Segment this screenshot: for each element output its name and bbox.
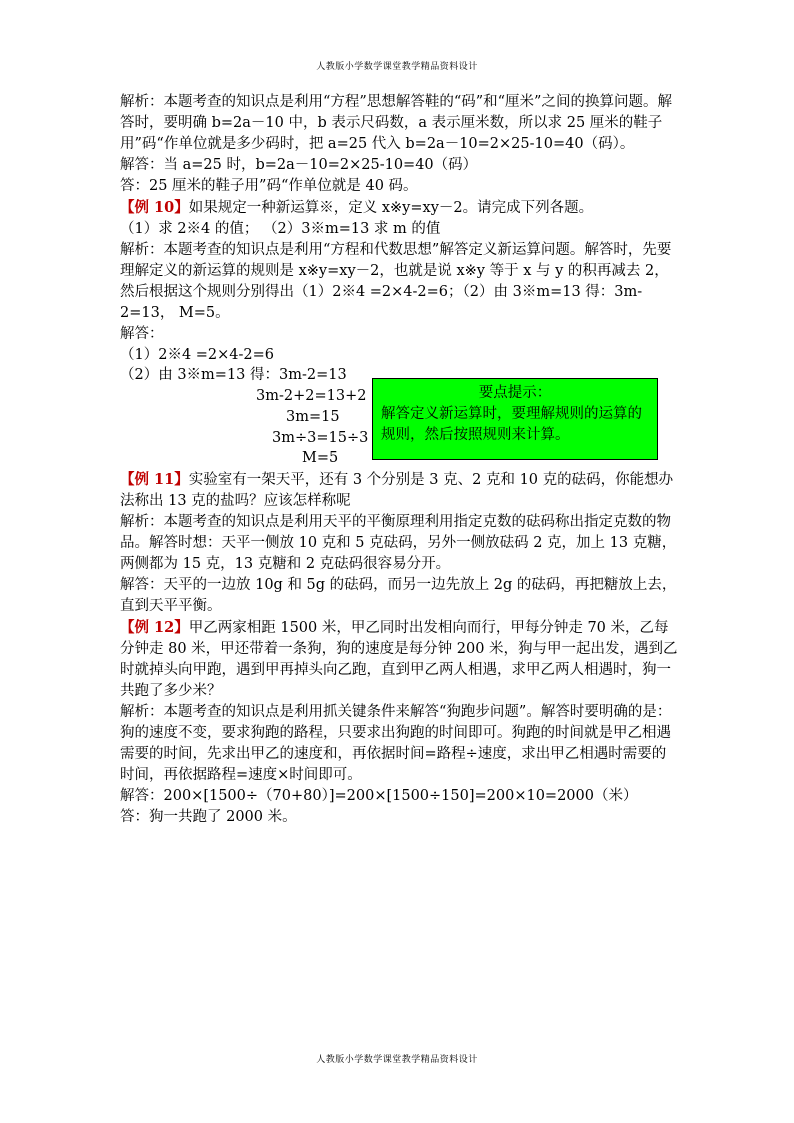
step-line: 3m÷3=15÷3 bbox=[272, 430, 369, 446]
ex10-statement bbox=[120, 197, 680, 219]
ex11-text: 实验室有一架天平，还有 3 个分别是 3 克、2 克和 10 克的砝码，你能想办法称出 13 克的盐吗？应该怎样称呢 bbox=[120, 472, 674, 509]
ex9-solution: 解答：当 a=25 时，b=2a－10=2×25-10=40（码） bbox=[120, 157, 478, 173]
ex10-label: 【例 10】 bbox=[120, 199, 189, 216]
ex12-solution: 解答：200×[1500÷（70+80）]=200×[1500÷150]=200×10=2000（米） bbox=[120, 788, 638, 804]
ex10-answer-label: 解答： bbox=[120, 326, 164, 342]
ex12-analysis: 解析：本题考查的知识点是利用抓关键条件来解答“狗跑步问题”。解答时要明确的是：狗的速度不变，要求狗跑的路程，只要求出狗跑的时间即可。狗跑的时间就是甲乙相遇需要的时间，先求出甲乙的速度和，再依据时间=路程÷速度，求出甲乙相遇时需要的时间，再依据路程=速度×时间即可。 bbox=[120, 704, 672, 783]
ex12-label: 【例 12】 bbox=[120, 619, 189, 636]
page-footer: 人教版小学数学课堂教学精品资料设计 bbox=[316, 1055, 478, 1065]
ex12-text: 甲乙两家相距 1500 米，甲乙同时出发相向而行，甲每分钟走 70 米，乙每分钟走 80 米，甲还带着一条狗，狗的速度是每分钟 200 米，狗与甲一起出发，遇到乙时就掉头向甲跑，遇到甲再掉头向乙跑，直到甲乙两人相遇，求甲乙两人相遇时，狗一共跑了多少米？ bbox=[120, 620, 678, 699]
ex11-statement bbox=[120, 469, 680, 512]
tip-box bbox=[372, 378, 658, 460]
step-line: M=5 bbox=[302, 450, 339, 466]
ex11-answer: 解答：天平的一边放 10g 和 5g 的砝码，而另一边先放上 2g 的砝码，再把糖放上去，直到天平平衡。 bbox=[120, 577, 677, 614]
document-body bbox=[120, 92, 680, 828]
ex12-statement bbox=[120, 617, 680, 702]
ex11-analysis: 解析：本题考查的知识点是利用天平的平衡原理利用指定克数的砝码称出指定克数的物品。解答时想：天平一侧放 10 克和 5 克砝码，另外一侧放砝码 2 克，加上 13 克糖，两侧都为 15 克，13 克糖和 2 克砝码很容易分开。 bbox=[120, 514, 677, 572]
step-line: 3m=15 bbox=[286, 409, 340, 425]
ex10-text: 如果规定一种新运算※，定义 x※y=xy－2。请完成下列各题。 bbox=[188, 200, 594, 216]
ex10-questions: （1）求 2※4 的值； （2）3※m=13 求 m 的值 bbox=[120, 221, 441, 237]
tip-text: 解答定义新运算时，要理解规则的运算的规则，然后按照规则来计算。 bbox=[381, 406, 642, 443]
step-line: （1）2※4 =2×4-2=6 bbox=[120, 347, 275, 363]
ex10-analysis: 解析：本题考查的知识点是利用“方程和代数思想”解答定义新运算问题。解答时，先要理解定义的新运算的规则是 x※y=xy－2，也就是说 x※y 等于 x 与 y 的积再减去 2，然后根据这个规则分别得出（1）2※4 =2×4-2=6；（2）由 3※m=13 得：3m-2=13， M=5。 bbox=[120, 242, 672, 321]
step-line: 3m-2+2=13+2 bbox=[256, 388, 367, 404]
ex12-answer: 答：狗一共跑了 2000 米。 bbox=[120, 809, 297, 825]
ex9-analysis: 解析：本题考查的知识点是利用“方程”思想解答鞋的“码”和“厘米”之间的换算问题。解答时，要明确 b=2a－10 中，b 表示尺码数，a 表示厘米数，所以求 25 厘米的鞋子用”码“作单位就是多少码时，把 a=25 代入 b=2a－10=2×25-10=40（码）。 bbox=[120, 94, 672, 152]
step-line: （2）由 3※m=13 得：3m-2=13 bbox=[120, 367, 347, 383]
tip-title: 要点提示： bbox=[478, 385, 552, 401]
ex9-answer: 答：25 厘米的鞋子用”码“作单位就是 40 码。 bbox=[120, 178, 418, 194]
page-header: 人教版小学数学课堂教学精品资料设计 bbox=[316, 62, 478, 72]
ex11-label: 【例 11】 bbox=[120, 471, 189, 488]
